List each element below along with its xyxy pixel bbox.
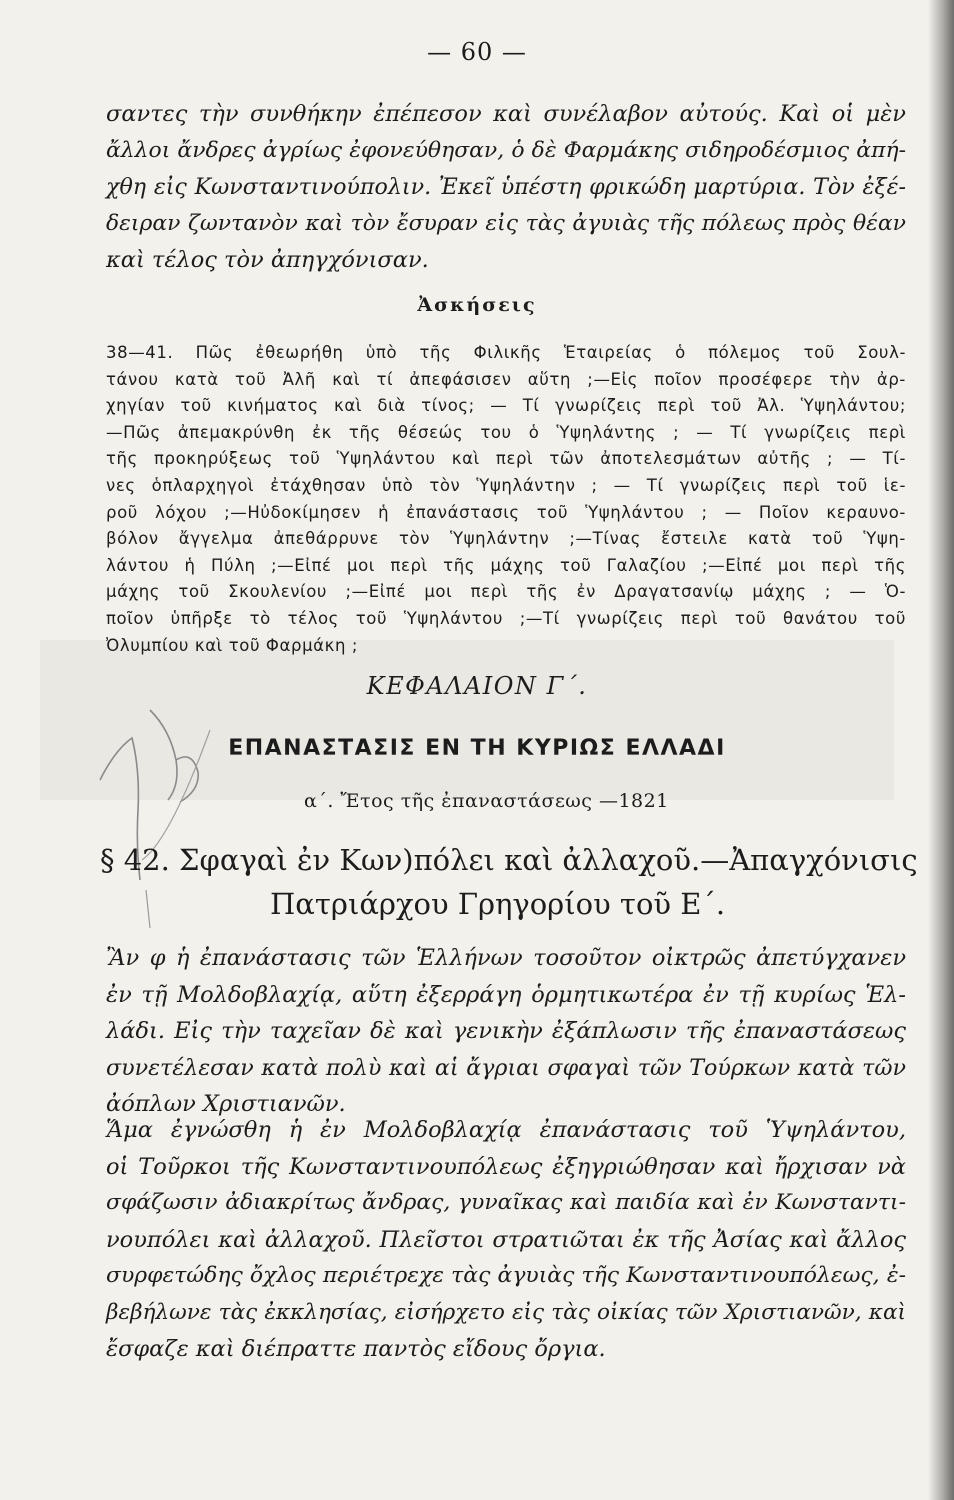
section-heading-line: § 42. Σφαγαὶ ἐν Κων)πόλει καὶ ἀλλαχοῦ.—Ἀπαγχόνισις xyxy=(100,843,918,877)
exercise-line: Ὀλυμπίου καὶ τοῦ Φαρμάκη ; xyxy=(106,635,359,655)
text-line: Ἅμα ἐγνώσθη ἡ ἐν Μολδοβλαχίᾳ ἐπανάστασις τοῦ Ὑψηλάντου, xyxy=(106,1117,906,1143)
section-heading-line: Πατριάρχου Γρηγορίου τοῦ Ε΄. xyxy=(270,887,726,921)
exercise-line: 38—41. Πῶς ἐθεωρήθη ὑπὸ τῆς Φιλικῆς Ἑταιρείας ὁ πόλεμος τοῦ Σουλ- xyxy=(106,343,906,362)
exercise-line: ροῦ λόχου ;—Ηὐδοκίμησεν ἡ ἐπανάστασις τοῦ Ὑψηλάντου ; — Ποῖον κεραυνο- xyxy=(106,502,906,522)
exercise-line: τάνου κατὰ τοῦ Ἀλῆ καὶ τί ἀπεφάσισεν αὕτη ;—Εἰς ποῖον προσέφερε τὴν ἀρ- xyxy=(106,369,906,389)
exercises-heading: Ἀσκήσεις xyxy=(417,294,537,316)
paragraph-2 xyxy=(106,1112,906,1368)
text-line: καὶ τέλος τὸν ἀπηγχόνισαν. xyxy=(106,247,429,273)
text-line: ἔσφαζε καὶ διέπραττε παντὸς εἴδους ὄργια. xyxy=(106,1336,606,1362)
chapter-label: ΚΕΦΑΛΑΙΟΝ Γ΄. xyxy=(366,672,588,700)
text-line: Ἂν φ ἡ ἐπανάστασις τῶν Ἑλλήνων τοσοῦτον οἰκτρῶς ἀπετύγχανεν xyxy=(106,945,906,971)
exercise-line: τῆς προκηρύξεως τοῦ Ὑψηλάντου καὶ περὶ τῶν ἀποτελεσμάτων αὐτῆς ; — Τί- xyxy=(106,449,906,469)
exercise-line: ποῖον ὑπῆρξε τὸ τέλος τοῦ Ὑψηλάντου ;—Τί γνωρίζεις περὶ τοῦ θανάτου τοῦ xyxy=(106,608,906,628)
text-line: δειραν ζωντανὸν καὶ τὸν ἔσυραν εἰς τὰς ἀγυιὰς τῆς πόλεως πρὸς θέαν xyxy=(106,210,906,236)
text-line: ἄλλοι ἄνδρες ἀγρίως ἐφονεύθησαν, ὁ δὲ Φαρμάκης σιδηροδέσμιος ἀπή- xyxy=(106,137,906,163)
text-line: νουπόλει καὶ ἀλλαχοῦ. Πλεῖστοι στρατιῶται ἐκ τῆς Ἀσίας καὶ ἄλλος xyxy=(106,1226,906,1253)
exercises-block xyxy=(106,340,906,659)
exercise-line: χηγίαν τοῦ κινήματος καὶ διὰ τίνος; — Τί γνωρίζεις περὶ τοῦ Ἀλ. Ὑψηλάντου; xyxy=(106,396,906,416)
text-line: ἐν τῇ Μολδοβλαχίᾳ, αὕτη ἐξερράγη ὁρμητικωτέρα ἐν τῇ κυρίως Ἑλ- xyxy=(106,981,906,1008)
chapter-title: ΕΠΑΝΑΣΤΑΣΙΣ ΕΝ ΤΗ ΚΥΡΙΩΣ ΕΛΛΑΔΙ xyxy=(228,736,726,761)
chapter-subtitle: α΄. Ἔτος τῆς ἐπαναστάσεως —1821 xyxy=(304,790,669,812)
text-line: οἱ Τοῦρκοι τῆς Κωνσταντινουπόλεως ἐξηγριώθησαν καὶ ἤρχισαν νὰ xyxy=(106,1153,906,1180)
exercise-line: μάχης τοῦ Σκουλενίου ;—Εἰπέ μοι περὶ τῆς ἐν Δραγατσανίῳ μάχης ; — Ὁ- xyxy=(106,582,906,602)
text-line: λάδι. Εἰς τὴν ταχεῖαν δὲ καὶ γενικὴν ἐξάπλωσιν τῆς ἐπαναστάσεως xyxy=(106,1018,906,1044)
text-line: σφάζωσιν ἀδιακρίτως ἄνδρας, γυναῖκας καὶ παιδία καὶ ἐν Κωνσταντι- xyxy=(106,1190,906,1215)
exercise-line: βόλον ἄγγελμα ἀπεθάρρυνε τὸν Ὑψηλάντην ;—Τίνας ἔστειλε κατὰ τοῦ Ὑψη- xyxy=(106,529,906,549)
text-line: συνετέλεσαν κατὰ πολὺ καὶ αἱ ἄγριαι σφαγαὶ τῶν Τούρκων κατὰ τῶν xyxy=(106,1054,906,1081)
exercise-line: λάντου ἡ Πύλη ;—Εἰπέ μοι περὶ τῆς μάχης τοῦ Γαλαζίου ;—Εἰπέ μοι περὶ τῆς xyxy=(106,555,906,575)
text-line: βεβήλωνε τὰς ἐκκλησίας, εἰσήρχετο εἰς τὰς οἰκίας τῶν Χριστιανῶν, καὶ xyxy=(106,1299,906,1325)
exercise-line: —Πῶς ἀπεμακρύνθη ἐκ τῆς θέσεώς του ὁ Ὑψηλάντης ; — Τί γνωρίζεις περὶ xyxy=(106,422,906,442)
page-number: — 60 — xyxy=(427,38,527,66)
text-line: συρφετώδης ὄχλος περιέτρεχε τὰς ἀγυιὰς τῆς Κωνσταντινουπόλεως, ἐ- xyxy=(106,1263,906,1288)
text-line: σαντες τὴν συνθήκην ἐπέπεσον καὶ συνέλαβον αὐτούς. Καὶ οἱ μὲν xyxy=(106,101,906,127)
paragraph-1 xyxy=(106,940,906,1123)
intro-paragraph xyxy=(106,96,906,279)
section-heading xyxy=(100,838,920,926)
exercise-line: νες ὁπλαρχηγοὶ ἐτάχθησαν ὑπὸ τὸν Ὑψηλάντην ; — Τί γνωρίζεις περὶ τοῦ ἱε- xyxy=(106,475,906,495)
text-line: χθη εἰς Κωνσταντινούπολιν. Ἐκεῖ ὑπέστη φρικώδη μαρτύρια. Τὸν ἐξέ- xyxy=(106,174,906,200)
text-line: ἀόπλων Χριστιανῶν. xyxy=(106,1091,346,1117)
